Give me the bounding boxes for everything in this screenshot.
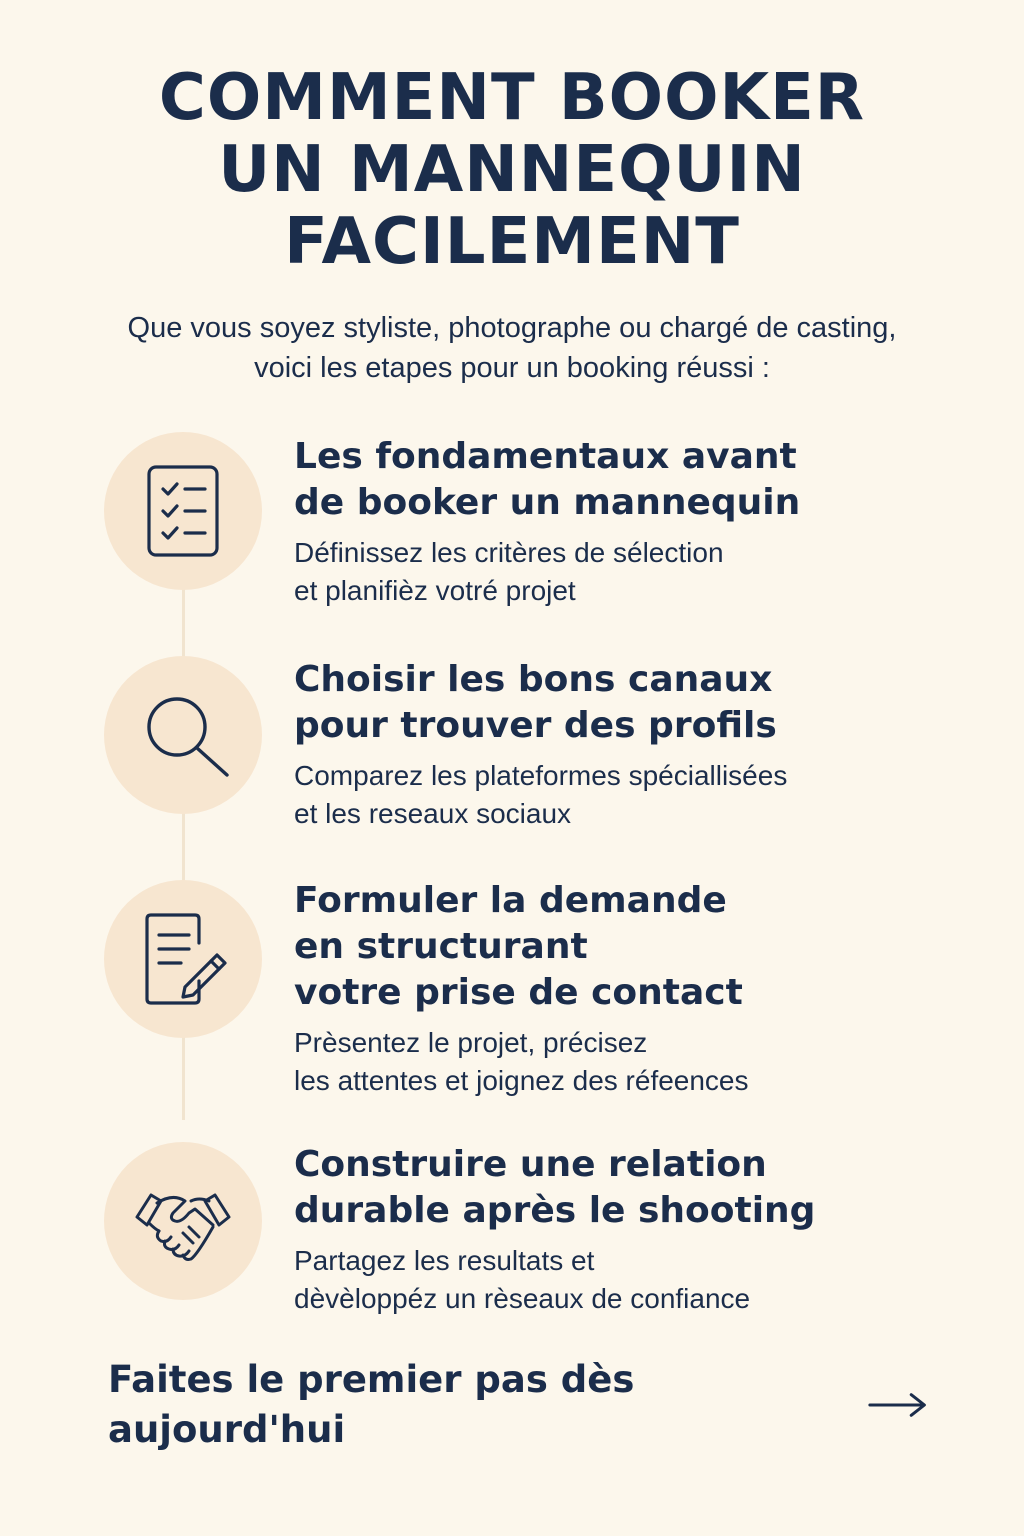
title-line: COMMENT BOOKER <box>158 61 866 135</box>
step-description: Définissez les critères de sélection <box>294 537 724 568</box>
title-line: FACILEMENT <box>284 205 740 279</box>
step-text <box>294 434 934 610</box>
cta-label: Faites le premier pas dès aujourd'hui <box>108 1358 635 1451</box>
step-heading: votre prise de contact <box>294 972 743 1013</box>
step-heading: Les fondamentaux avant <box>294 436 797 477</box>
checklist-icon <box>133 461 233 561</box>
step-description: dèvèloppéz un rèseaux de confiance <box>294 1283 751 1314</box>
arrow-right-icon <box>868 1390 928 1420</box>
page-title <box>0 62 1024 278</box>
step-text <box>294 1142 934 1318</box>
step-description: Partagez les resultats et <box>294 1245 595 1276</box>
step-heading: Construire une relation <box>294 1144 767 1185</box>
step-description: Comparez les plateformes spéciallisées <box>294 760 788 791</box>
document-edit-icon <box>133 909 233 1009</box>
step-heading: de booker un mannequin <box>294 482 801 523</box>
step-icon-circle <box>104 432 262 590</box>
step-icon-circle <box>104 1142 262 1300</box>
step-icon-circle <box>104 656 262 814</box>
title-line: UN MANNEQUIN <box>218 133 806 207</box>
step-description: les attentes et joignez des réfeences <box>294 1065 749 1096</box>
step-description: Prèsentez le projet, précisez <box>294 1027 648 1058</box>
intro-line: Que vous soyez styliste, photographe ou chargé de casting, <box>127 312 897 344</box>
step-heading: durable après le shooting <box>294 1190 816 1231</box>
step-heading: Formuler la demande <box>294 880 727 921</box>
cta-link[interactable] <box>108 1358 928 1451</box>
handshake-icon <box>133 1171 233 1271</box>
step-heading: pour trouver des profils <box>294 705 777 746</box>
step-heading: Choisir les bons canaux <box>294 659 773 700</box>
intro-line: voici les etapes pour un booking réussi : <box>254 352 770 384</box>
intro-text <box>0 308 1024 388</box>
step-heading: en structurant <box>294 926 588 967</box>
search-icon <box>133 685 233 785</box>
step-description: et planifièz votré projet <box>294 575 576 606</box>
step-icon-circle <box>104 880 262 1038</box>
step-text <box>294 657 934 833</box>
step-text <box>294 878 934 1100</box>
step-description: et les reseaux sociaux <box>294 798 572 829</box>
